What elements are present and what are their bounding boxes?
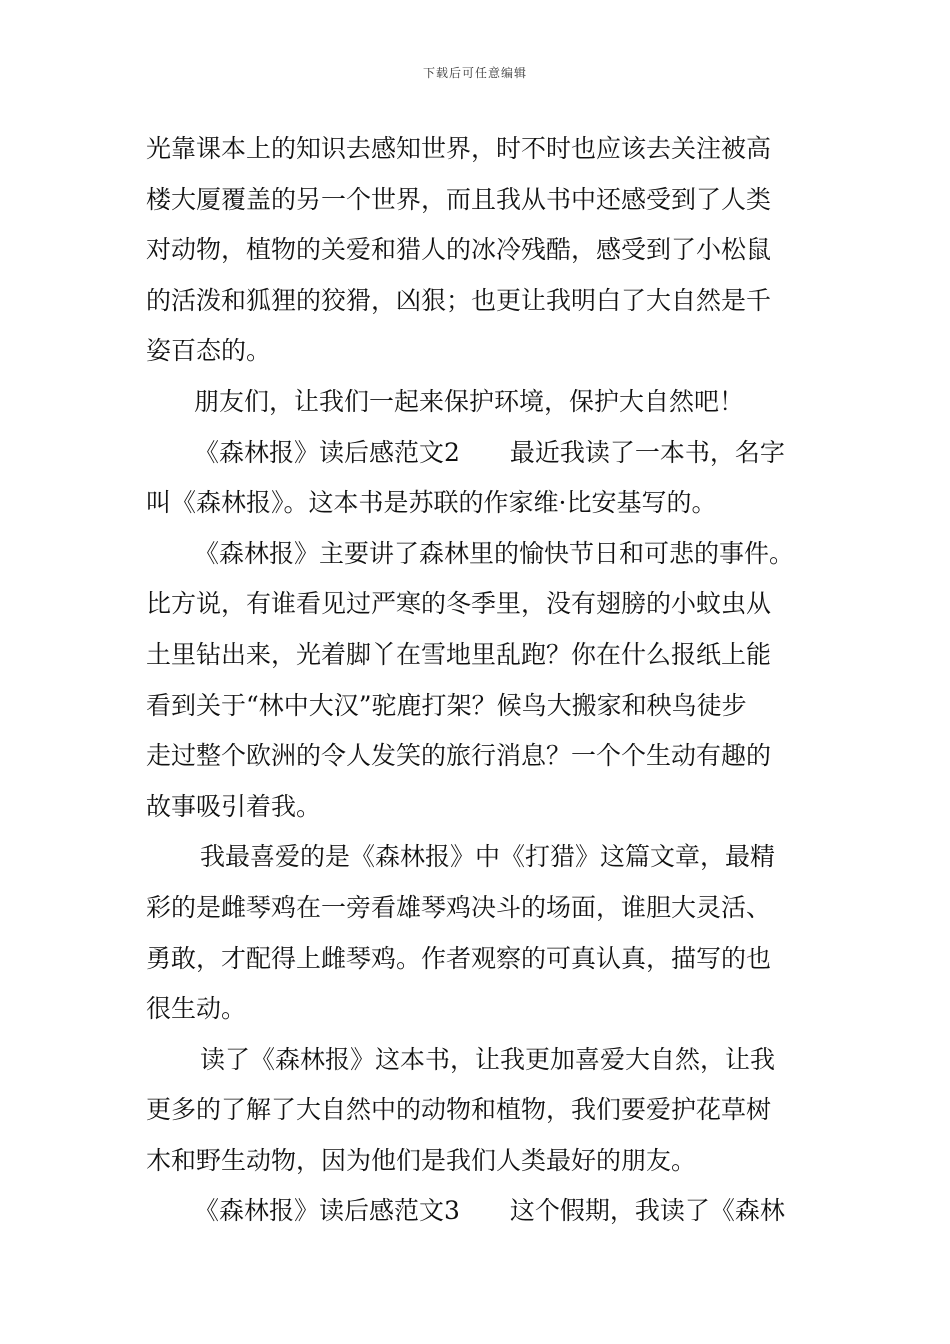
text-line: 朋友们，让我们一起来保护环境，保护大自然吧！ — [194, 386, 745, 416]
text-line: 更多的了解了大自然中的动物和植物，我们要爱护花草树 — [146, 1095, 772, 1125]
text-line: 姿百态的。 — [146, 336, 272, 366]
page-header: 下载后可任意编辑 — [422, 66, 527, 80]
text-line: 看到关于“林中大汉”驼鹿打架？候鸟大搬家和秧鸟徒步 — [146, 690, 747, 720]
text-line: 的活泼和狐狸的狡猾，凶狠；也更让我明白了大自然是千 — [146, 285, 772, 315]
text-line: 很生动。 — [146, 994, 247, 1024]
text-line: 楼大厦覆盖的另一个世界，而且我从书中还感受到了人类 — [146, 184, 772, 214]
text-line: 勇敢，才配得上雌琴鸡。作者观察的可真认真，描写的也 — [146, 943, 772, 973]
text-line: 走过整个欧洲的令人发笑的旅行消息？一个个生动有趣的 — [146, 741, 772, 771]
text-line: 《森林报》读后感范文2 最近我读了一本书，名字 — [194, 437, 785, 467]
text-line: 彩的是雌琴鸡在一旁看雄琴鸡决斗的场面，谁胆大灵活、 — [146, 892, 772, 922]
text-line: 我最喜爱的是《森林报》中《打猎》这篇文章，最精 — [200, 842, 776, 872]
text-line: 比方说，有谁看见过严寒的冬季里，没有翅膀的小蚊虫从 — [146, 589, 772, 619]
text-line: 土里钻出来，光着脚丫在雪地里乱跑？你在什么报纸上能 — [146, 639, 772, 669]
text-line: 故事吸引着我。 — [146, 791, 322, 821]
text-line: 木和野生动物，因为他们是我们人类最好的朋友。 — [146, 1145, 697, 1175]
text-line: 叫《森林报》。这本书是苏联的作家维·比安基写的。 — [146, 488, 717, 518]
text-line: 光靠课本上的知识去感知世界，时不时也应该去关注被高 — [146, 134, 772, 163]
text-line: 《森林报》主要讲了森林里的愉快节日和可悲的事件。 — [194, 538, 795, 568]
document-body — [146, 124, 810, 1237]
text-line: 《森林报》读后感范文3 这个假期，我读了《森林 — [194, 1196, 785, 1226]
text-line: 对动物，植物的关爱和猎人的冰冷残酷，感受到了小松鼠 — [146, 235, 772, 265]
text-line: 读了《森林报》这本书，让我更加喜爱大自然，让我 — [200, 1044, 776, 1074]
